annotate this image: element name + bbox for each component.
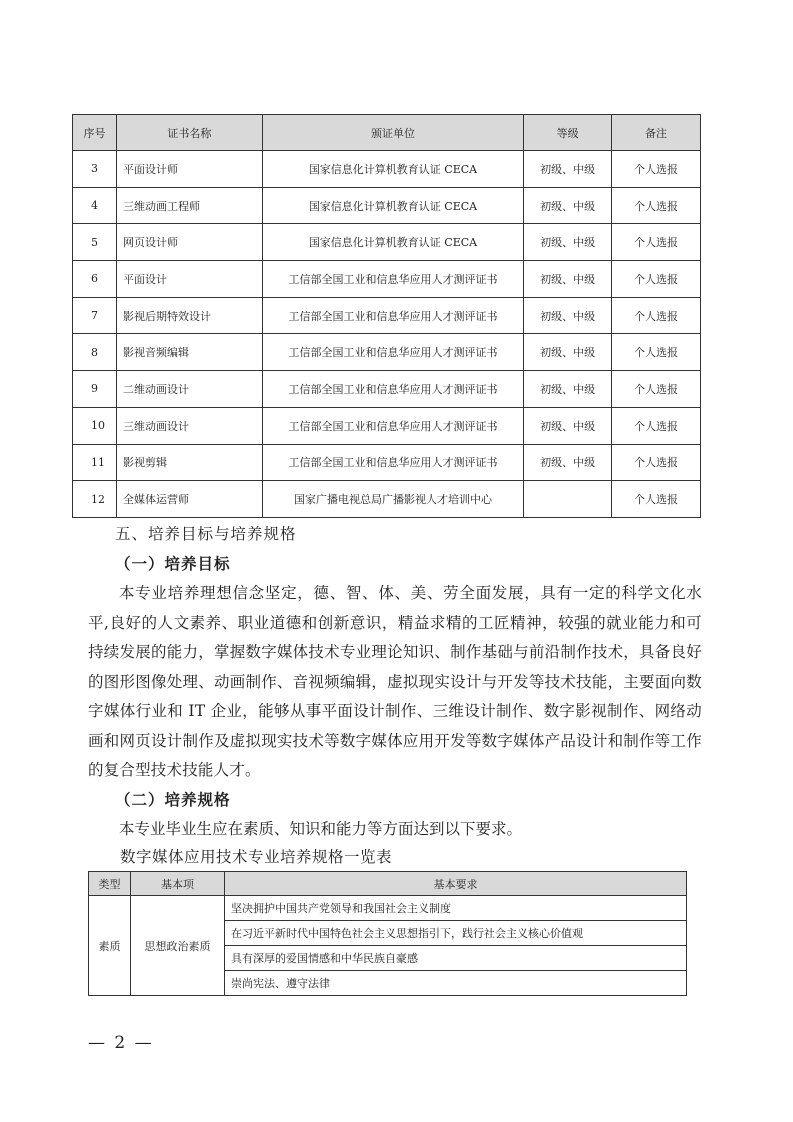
issuer-cell: 工信部全国工业和信息华应用人才测评证书 xyxy=(262,297,524,334)
cert-name-cell: 三维动画设计 xyxy=(116,407,262,444)
level-cell: 初级、中级 xyxy=(524,407,612,444)
header-type: 类型 xyxy=(89,872,131,896)
table-row xyxy=(73,261,701,298)
cert-name-cell: 二维动画设计 xyxy=(116,371,262,408)
spec-table-header xyxy=(89,872,687,896)
remark-cell: 个人选报 xyxy=(612,224,701,261)
requirement-cell: 坚决拥护中国共产党领导和我国社会主义制度 xyxy=(225,896,687,921)
remark-cell: 个人选报 xyxy=(612,151,701,188)
table-caption: 数字媒体应用技术专业培养规格一览表 xyxy=(120,848,393,866)
level-cell: 初级、中级 xyxy=(524,187,612,224)
cert-name-cell: 三维动画工程师 xyxy=(116,187,262,224)
cert-name-cell: 平面设计 xyxy=(116,261,262,298)
issuer-cell: 工信部全国工业和信息华应用人才测评证书 xyxy=(262,334,524,371)
issuer-cell: 国家信息化计算机教育认证 CECA xyxy=(262,187,524,224)
level-cell: 初级、中级 xyxy=(524,334,612,371)
table-row xyxy=(73,444,701,481)
spec-table xyxy=(88,871,687,996)
level-cell: 初级、中级 xyxy=(524,224,612,261)
table-row xyxy=(73,224,701,261)
header-level: 等级 xyxy=(524,115,612,151)
serial-cell: 4 xyxy=(73,187,117,224)
serial-cell: 9 xyxy=(73,371,117,408)
cert-name-cell: 全媒体运营师 xyxy=(116,481,262,518)
cert-name-cell: 影视后期特效设计 xyxy=(116,297,262,334)
serial-cell: 8 xyxy=(73,334,117,371)
serial-cell: 7 xyxy=(73,297,117,334)
issuer-cell: 工信部全国工业和信息华应用人才测评证书 xyxy=(262,407,524,444)
level-cell: 初级、中级 xyxy=(524,371,612,408)
remark-cell: 个人选报 xyxy=(612,297,701,334)
requirement-cell: 崇尚宪法、遵守法律 xyxy=(225,971,687,996)
issuer-cell: 国家信息化计算机教育认证 CECA xyxy=(262,151,524,188)
table-row xyxy=(73,187,701,224)
requirement-cell: 具有深厚的爱国情感和中华民族自豪感 xyxy=(225,946,687,971)
level-cell xyxy=(524,481,612,518)
remark-cell: 个人选报 xyxy=(612,334,701,371)
remark-cell: 个人选报 xyxy=(612,261,701,298)
header-cert-name: 证书名称 xyxy=(116,115,262,151)
level-cell: 初级、中级 xyxy=(524,261,612,298)
header-issuer: 颁证单位 xyxy=(262,115,524,151)
serial-cell: 3 xyxy=(73,151,117,188)
issuer-cell: 国家广播电视总局广播影视人才培训中心 xyxy=(262,481,524,518)
cert-name-cell: 平面设计师 xyxy=(116,151,262,188)
issuer-cell: 工信部全国工业和信息华应用人才测评证书 xyxy=(262,261,524,298)
table-row xyxy=(73,481,701,518)
table-row xyxy=(89,896,687,921)
remark-cell: 个人选报 xyxy=(612,481,701,518)
level-cell: 初级、中级 xyxy=(524,297,612,334)
level-cell: 初级、中级 xyxy=(524,151,612,188)
header-serial: 序号 xyxy=(73,115,117,151)
level-cell: 初级、中级 xyxy=(524,444,612,481)
remark-cell: 个人选报 xyxy=(612,407,701,444)
remark-cell: 个人选报 xyxy=(612,444,701,481)
section-heading: 五、培养目标与培养规格 xyxy=(115,525,297,543)
serial-cell: 6 xyxy=(73,261,117,298)
spec-type-cell: 素质 xyxy=(89,896,131,996)
header-requirement: 基本要求 xyxy=(225,872,687,896)
subsection-heading-goals: （一）培养目标 xyxy=(115,555,231,573)
certificate-table-header xyxy=(73,115,701,151)
serial-cell: 5 xyxy=(73,224,117,261)
header-item: 基本项 xyxy=(131,872,225,896)
header-remark: 备注 xyxy=(612,115,701,151)
requirement-cell: 在习近平新时代中国特色社会主义思想指引下，践行社会主义核心价值观 xyxy=(225,921,687,946)
serial-cell: 11 xyxy=(73,444,117,481)
table-row xyxy=(73,407,701,444)
issuer-cell: 国家信息化计算机教育认证 CECA xyxy=(262,224,524,261)
spec-item-cell: 思想政治素质 xyxy=(131,896,225,996)
cert-name-cell: 影视音频编辑 xyxy=(116,334,262,371)
table-row xyxy=(73,334,701,371)
page-number: — 2 — xyxy=(88,1033,154,1053)
table-row xyxy=(73,151,701,188)
subsection-heading-specs: （二）培养规格 xyxy=(115,791,231,809)
remark-cell: 个人选报 xyxy=(612,187,701,224)
cert-name-cell: 影视剪辑 xyxy=(116,444,262,481)
serial-cell: 10 xyxy=(73,407,117,444)
specs-paragraph: 本专业毕业生应在素质、知识和能力等方面达到以下要求。 xyxy=(119,820,523,838)
serial-cell: 12 xyxy=(73,481,117,518)
issuer-cell: 工信部全国工业和信息华应用人才测评证书 xyxy=(262,371,524,408)
issuer-cell: 工信部全国工业和信息华应用人才测评证书 xyxy=(262,444,524,481)
goals-paragraph: 本专业培养理想信念坚定，德、智、体、美、劳全面发展，具有一定的科学文化水平,良好的人文素养、职业道德和创新意识，精益求精的工匠精神，较强的就业能力和可持续发展的能力，掌握数字媒体技术专业理论知识、制作基础与前沿制作技术，具备良好的图形图像处理、动画制作、音视频编辑，虚拟现实设计与开发等技术技能，主要面向数字媒体行业和 IT 企业，能够从事平面设计制作、三维设计制作、数字影视制作、网络动画和网页设计制作及虚拟现实技术等数字媒体应用开发等数字媒体产品设计和制作等工作的复合型技术技能人才。 xyxy=(88,584,702,779)
certificate-table xyxy=(72,114,701,518)
remark-cell: 个人选报 xyxy=(612,371,701,408)
cert-name-cell: 网页设计师 xyxy=(116,224,262,261)
table-row xyxy=(73,297,701,334)
table-row xyxy=(73,371,701,408)
